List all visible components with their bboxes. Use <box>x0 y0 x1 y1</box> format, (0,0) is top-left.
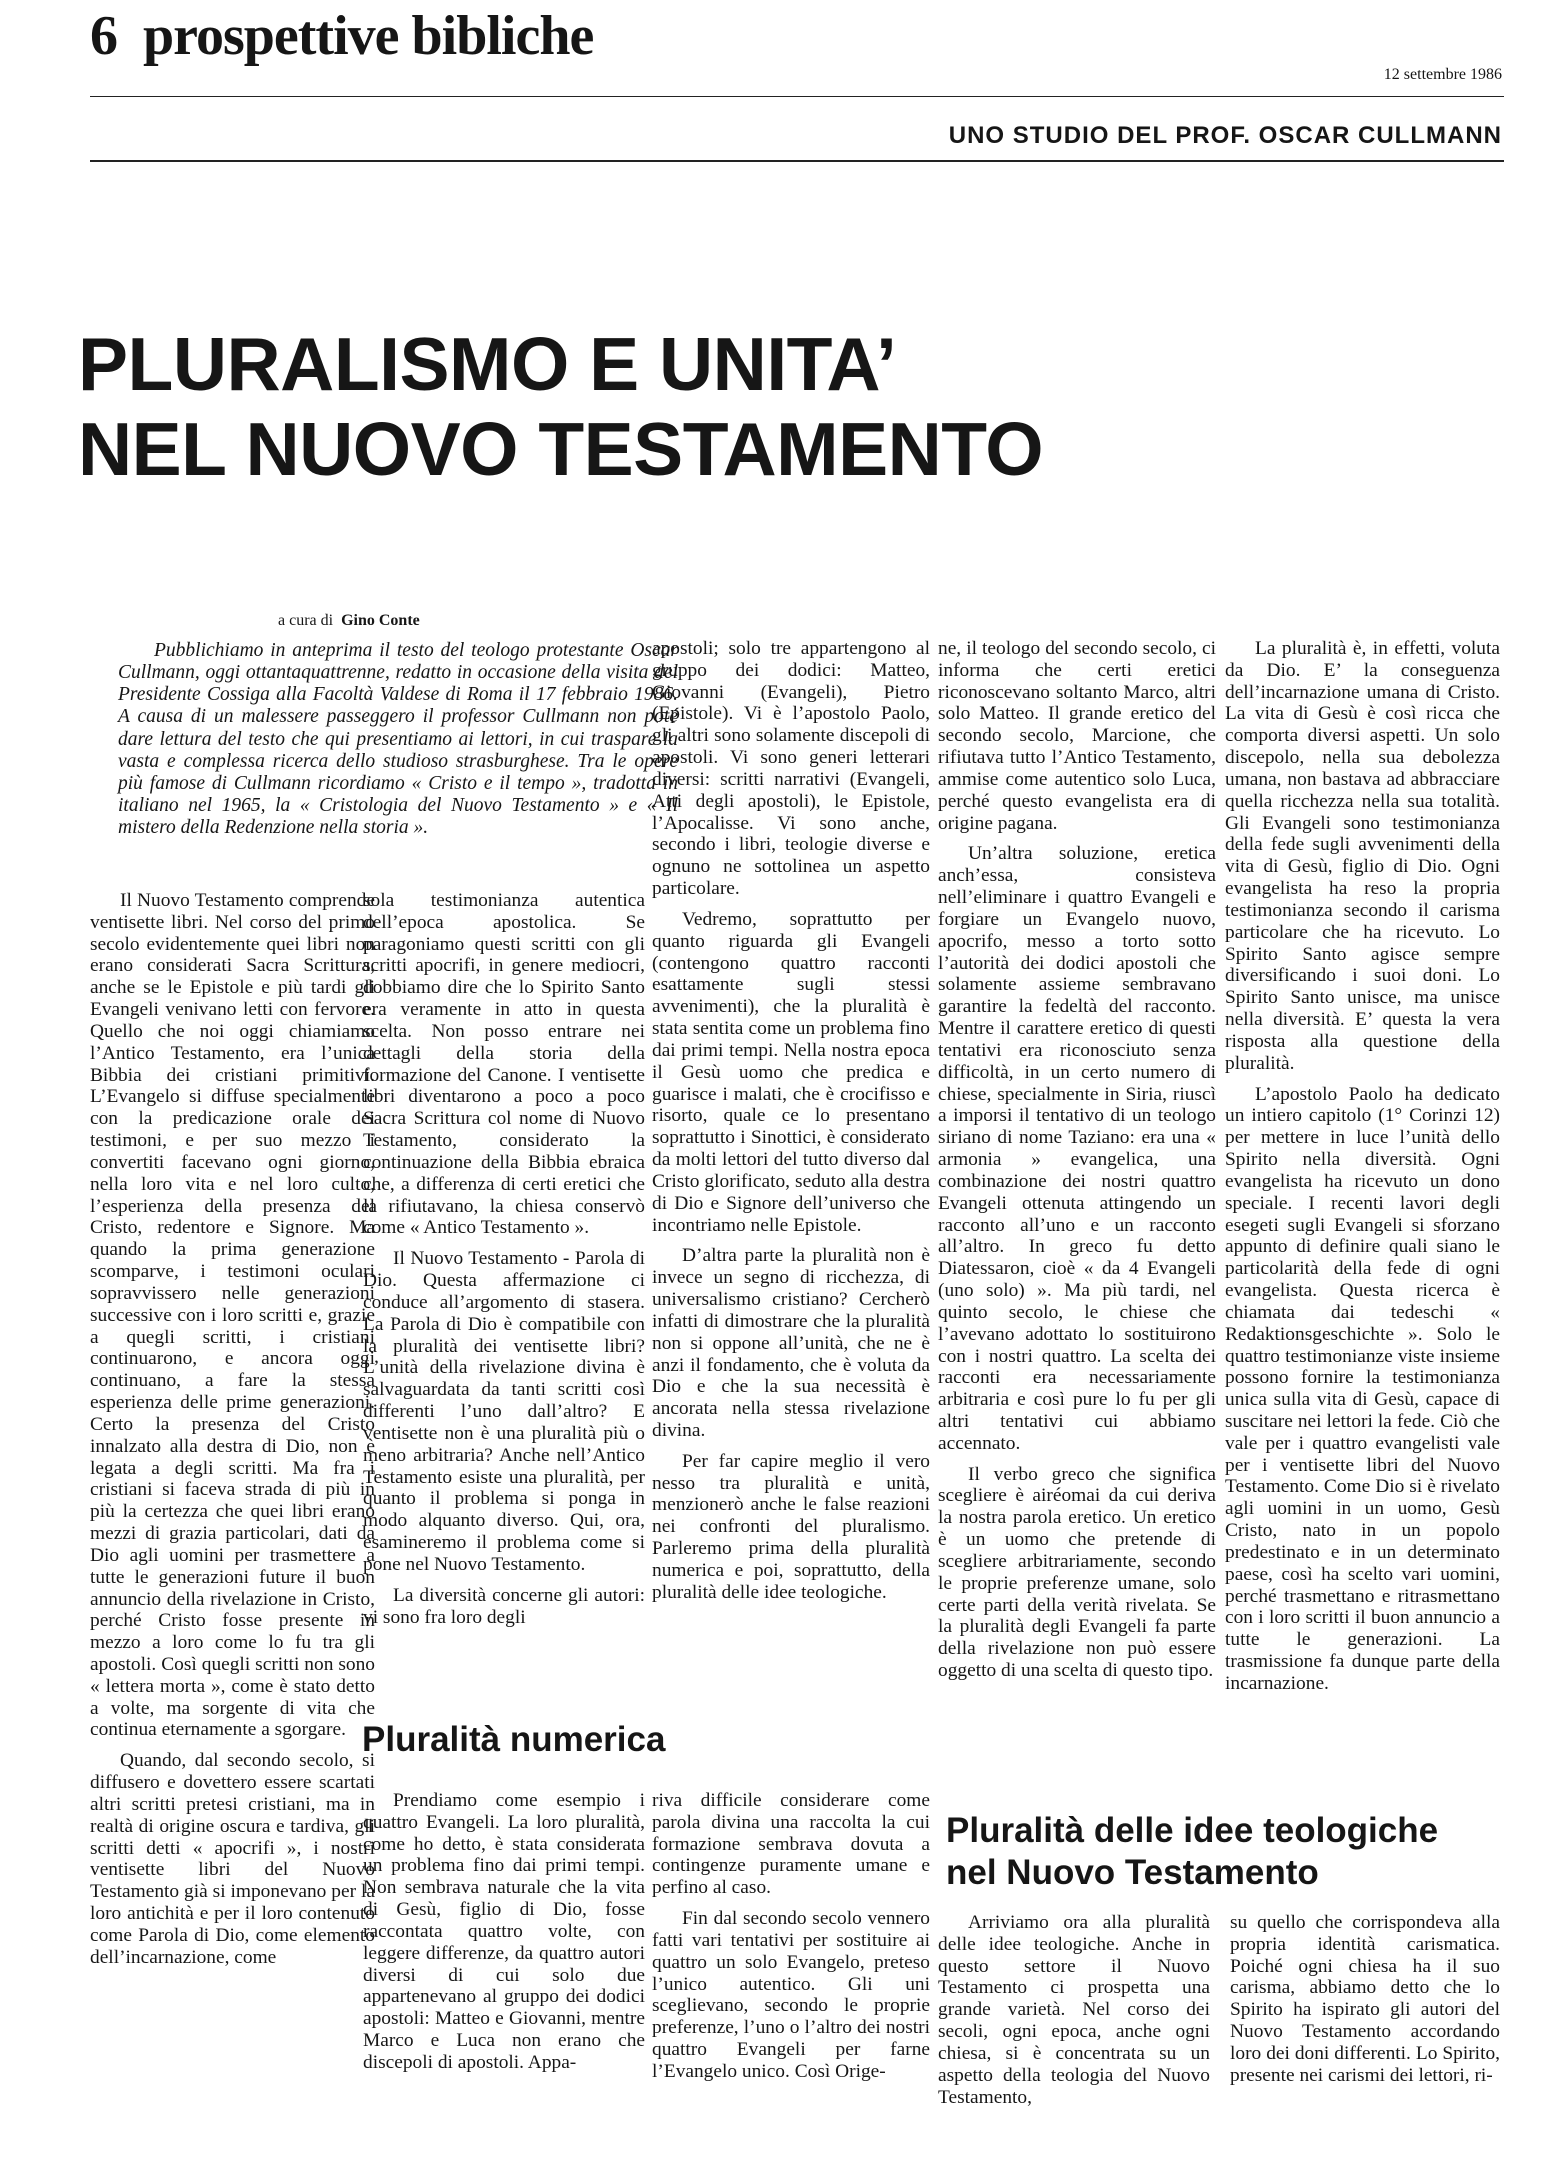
header-rule <box>90 96 1504 97</box>
paragraph: Vedremo, soprattutto per quanto riguarda gli Evangeli (contengono quattro racconti esattamente sugli stessi avvenimenti), che la pluralità è stata sentita come un problema fino dai primi tempi. Nella nostra epoca il Gesù uomo che predica e guarisce i malati, che è crocifisso e risorto, quale ce lo presentano soprattutto i Sinottici, è considerato da molti lettori del tutto diverso dal Cristo glorificato, seduto alla destra di Dio e Signore dell’universo che incontriamo nelle Epistole. <box>652 908 930 1236</box>
paragraph: Quando, dal secondo secolo, si diffusero e dovettero essere scartati altri scritti pretesi cristiani, ma in realtà di origine oscura e tardiva, gli scritti detti « apocrifi », i nostri ventisette libri del Nuovo Testamento già si imponevano per la loro antichità e per il loro contenuto come Parola di Dio, come elemento dell’incarnazione, come <box>90 1750 375 1968</box>
byline-label: a cura di <box>278 612 334 629</box>
column-4 <box>938 638 1216 1691</box>
paragraph: su quello che corrispondeva alla propria identità carismatica. Poiché ogni chiesa ha il suo carisma, abbiamo detto che lo Spirito ha ispirato gli autori del Nuovo Testamento accordando loro dei doni differenti. Lo Spirito, presente nei carismi dei lettori, ri- <box>1230 1912 1500 2086</box>
paragraph: Prendiamo come esempio i quattro Evangeli. La loro pluralità, come ho detto, è stata considerata un problema fino dai primi tempi. Non sembrava naturale che la vita di Gesù, figlio di Dio, fosse raccontata quattro volte, con leggere differenze, da quattro autori diversi di cui solo due appartenevano al gruppo dei dodici apostoli: Matteo e Giovanni, mentre Marco e Luca non erano che discepoli di apostoli. Appa- <box>363 1790 645 2073</box>
numerica-column-b <box>652 1790 930 2092</box>
byline <box>278 612 420 630</box>
paragraph: ne, il teologo del secondo secolo, ci informa che certi eretici riconoscevano soltanto Marco, altri solo Matteo. Il grande eretico del secondo secolo, Marcione, che rifiutava tutto l’Antico Testamento, ammise come autentico solo Luca, perché questo evangelista era di origine pagana. <box>938 638 1216 834</box>
paragraph: sola testimonianza autentica dell’epoca apostolica. Se paragoniamo questi scritti con gli scritti apocrifi, in genere mediocri, dobbiamo dire che lo Spirito Santo era veramente in atto in questa scelta. Non posso entrare nei dettagli della storia della formazione del Canone. I ventisette libri diventarono a poco a poco Sacra Scrittura col nome di Nuovo Testamento, considerato la continuazione della Bibbia ebraica che, a differenza di certi eretici che la rifiutavano, la chiesa conservò come « Antico Testamento ». <box>363 890 645 1239</box>
article-kicker: UNO STUDIO DEL PROF. OSCAR CULLMANN <box>948 122 1502 149</box>
headline-line-1: PLURALISMO E UNITA’ <box>78 322 897 406</box>
paragraph: Fin dal secondo secolo vennero fatti vari tentativi per sostituire ai quattro un solo Evangelo, preteso l’unico autentico. Gli uni sceglievano, secondo le proprie preferenze, l’uno o l’altro dei nostri quattro Evangeli per farne l’Evangelo unico. Così Orige- <box>652 1908 930 2082</box>
byline-name: Gino Conte <box>341 612 420 629</box>
intro-paragraph: Pubblichiamo in anteprima il testo del teologo protestante Oscar Cullmann, oggi ottantaquattrenne, redatto in occasione della visita del Presidente Cossiga alla Facoltà Valdese di Roma il 17 febbraio 1986. A causa di un malessere passeggero il professor Cullmann non poté dare lettura del testo che qui presentiamo ai lettori, in cui traspare la vasta e complessa ricerca dello studioso strasburghese. Tra le opere più famose di Cullmann ricordiamo « Cristo e il tempo », tradotta in italiano nel 1965, la « Cristologia del Nuovo Testamento » e « Il mistero della Redenzione nella storia ». <box>118 640 678 838</box>
paragraph: apostoli; solo tre appartengono al gruppo dei dodici: Matteo, Giovanni (Evangeli), Pietro (Epistole). Vi è l’apostolo Paolo, gli altri sono solamente discepoli di apostoli. Vi sono generi letterari diversi: scritti narrativi (Evangeli, Atti degli apostoli), le Epistole, l’Apocalisse. Vi sono anche, secondo i libri, teologie diverse e ognuno ne sottolinea un aspetto particolare. <box>652 638 930 900</box>
headline <box>78 322 1043 492</box>
paragraph: Arriviamo ora alla pluralità delle idee teologiche. Anche in questo settore il Nuovo Testamento ci prospetta una grande varietà. Nel corso dei secoli, ogni epoca, anche ogni chiesa, si è concentrata su un aspetto della teologia del Nuovo Testamento, <box>938 1912 1210 2108</box>
subheading-idee-teologiche <box>946 1810 1438 1894</box>
headline-line-2: NEL NUOVO TESTAMENTO <box>78 406 1044 491</box>
paragraph: La diversità concerne gli autori: vi sono fra loro degli <box>363 1584 645 1628</box>
paragraph: Il verbo greco che significa scegliere è airéomai da cui deriva la nostra parola eretico. Un eretico è un uomo che pretende di scegliere arbitrariamente, secondo le proprie preferenze umane, solo certe parti della verità rivelata. Se la pluralità degli Evangeli fa parte della rivelazione non può essere oggetto di una scelta di questo tipo. <box>938 1463 1216 1682</box>
page-number: 6 <box>90 5 117 67</box>
section-title: prospettive bibliche <box>143 5 594 67</box>
paragraph: Il Nuovo Testamento - Parola di Dio. Questa affermazione ci conduce all’argomento di stasera. La Parola di Dio è compatibile con la pluralità dei ventisette libri? L’unità della rivelazione divina è salvaguardata da tanti scritti così differenti l’uno dall’altro? E ventisette non è una pluralità più o meno arbitraria? Anche nell’Antico Testamento esiste una pluralità, per quanto il problema si ponga in modo alquanto diverso. Qui, ora, esamineremo il problema come si pone nel Nuovo Testamento. <box>363 1248 645 1575</box>
teologiche-column-a <box>938 1912 1210 2117</box>
issue-date: 12 settembre 1986 <box>1383 66 1502 83</box>
masthead <box>90 5 594 67</box>
column-2 <box>363 890 645 1637</box>
subheading-line-1: Pluralità delle idee teologiche <box>946 1811 1439 1850</box>
column-3 <box>652 638 930 1613</box>
numerica-column-a <box>363 1790 645 2083</box>
paragraph: Il Nuovo Testamento comprende ventisette libri. Nel corso del primo secolo evidentemente quei libri non erano considerati Sacra Scrittura, anche se le Epistole e più tardi gli Evangeli venivano letti con fervore. Quello che noi oggi chiamiamo l’Antico Testamento, era l’unica Bibbia dei cristiani primitivi. L’Evangelo si diffuse specialmente con la predicazione orale dei testimoni, e per suo mezzo i convertiti facevano ogni giorno, nella loro vita e nel loro culto, l’esperienza della presenza del Cristo, redentore e Signore. Ma quando la prima generazione scomparve, i testimoni oculari sopravvissero nelle generazioni successive con i loro scritti e, grazie a quegli scritti, i cristiani continuarono, e ancora oggi continuano, a fare la stessa esperienza delle prime generazioni. Certo la presenza del Cristo innalzato alla destra di Dio, non è legata a degli scritti. Ma fra i cristiani si faceva strada di più in più la certezza che quei libri erano mezzi di grazia particolari, dati da Dio agli uomini per trasmettere a tutte le generazioni future il buon annuncio della rivelazione in Cristo, perché Cristo fosse presente in mezzo a loro come lo fu tra gli apostoli. Così quegli scritti non sono « lettera morta », come è stato detto a volte, ma sorgente di vita che continua eternamente a sgorgare. <box>90 890 375 1741</box>
paragraph: Per far capire meglio il vero nesso tra pluralità e unità, menzionerò anche le false reazioni nei confronti del pluralismo. Parleremo prima della pluralità numerica e poi, soprattutto, della pluralità delle idee teologiche. <box>652 1450 930 1603</box>
paragraph: Un’altra soluzione, eretica anch’essa, consisteva nell’eliminare i quattro Evangeli e forgiare un Evangelo nuovo, apocrifo, messo a torto sotto l’autorità dei dodici apostoli che solamente assieme sembravano garantire la fedeltà del racconto. Mentre il carattere eretico di questi tentativi era riconosciuto senza difficoltà, in un certo numero di chiese, specialmente in Siria, riuscì a imporsi il tentativo di un teologo siriano di nome Taziano: era una « armonia » evangelica, una combinazione dei nostri quattro Evangeli ottenuta attingendo un racconto all’uno e un racconto all’altro. In greco fu detto Diatessaron, cioè « da 4 Evangeli (uno solo) ». Ma più tardi, nel quinto secolo, le chiese che l’avevano adottato lo sostituirono con i nostri quattro. La scelta dei racconti era necessariamente arbitraria e così pure lo fu per gli altri tentativi cui abbiamo accennato. <box>938 843 1216 1454</box>
column-1 <box>90 890 375 1978</box>
paragraph: La pluralità è, in effetti, voluta da Dio. E’ la conseguenza dell’incarnazione umana di Cristo. La vita di Gesù è così ricca che comporta diversi aspetti. Un solo discepolo, nella sua debolezza umana, non bastava ad abbracciare quella ricchezza nella sua totalità. Gli Evangeli sono testimonianza della fede sugli avvenimenti della vita di Gesù, figlio di Dio. Ogni evangelista ha reso la propria testimonianza secondo il carisma particolare che ha ricevuto. Lo Spirito Santo agisce sempre diversificando i suoi doni. Lo Spirito Santo unisce, ma unisce nella diversità. E’ questa la vera risposta alla questione della pluralità. <box>1225 638 1500 1074</box>
column-5 <box>1225 638 1500 1704</box>
teologiche-column-b <box>1230 1912 1500 2096</box>
subheading-line-2: nel Nuovo Testamento <box>946 1853 1319 1892</box>
paragraph: L’apostolo Paolo ha dedicato un intiero capitolo (1° Corinzi 12) per mettere in luce l’unità dello Spirito nella diversità. Ogni evangelista ha ricevuto un dono speciale. I recenti lavori degli esegeti sugli Evangeli si sforzano appunto di definire quali siano le particolarità della fede di ogni evangelista. Questa ricerca è chiamata dai tedeschi « Redaktionsgeschichte ». Solo le quattro testimonianze viste insieme possono fornire la testimonianza unica sulla vita di Gesù, capace di suscitare nei lettori la fede. Ciò che vale per i quattro evangelisti vale per i ventisette libri del Nuovo Testamento. Come Dio si è rivelato agli uomini in un uomo, Gesù Cristo, nato in un popolo predestinato e in un determinato paese, così ha scelto vari uomini, perché trasmettano e ritrasmettano con i loro scritti il buon annuncio a tutte le generazioni. La trasmissione fa dunque parte della incarnazione. <box>1225 1083 1500 1694</box>
subheading-numerica: Pluralità numerica <box>362 1720 666 1759</box>
paragraph: riva difficile considerare come parola divina una raccolta la cui formazione sembrava dovuta a contingenze puramente umane e perfino al caso. <box>652 1790 930 1899</box>
kicker-rule <box>90 160 1504 162</box>
paragraph: D’altra parte la pluralità non è invece un segno di ricchezza, di universalismo cristiano? Cercherò infatti di dimostrare che la pluralità non si oppone all’unità, che ne è anzi il fondamento, che è voluta da Dio e che la sua necessità è ancorata nella stessa rivelazione divina. <box>652 1245 930 1441</box>
